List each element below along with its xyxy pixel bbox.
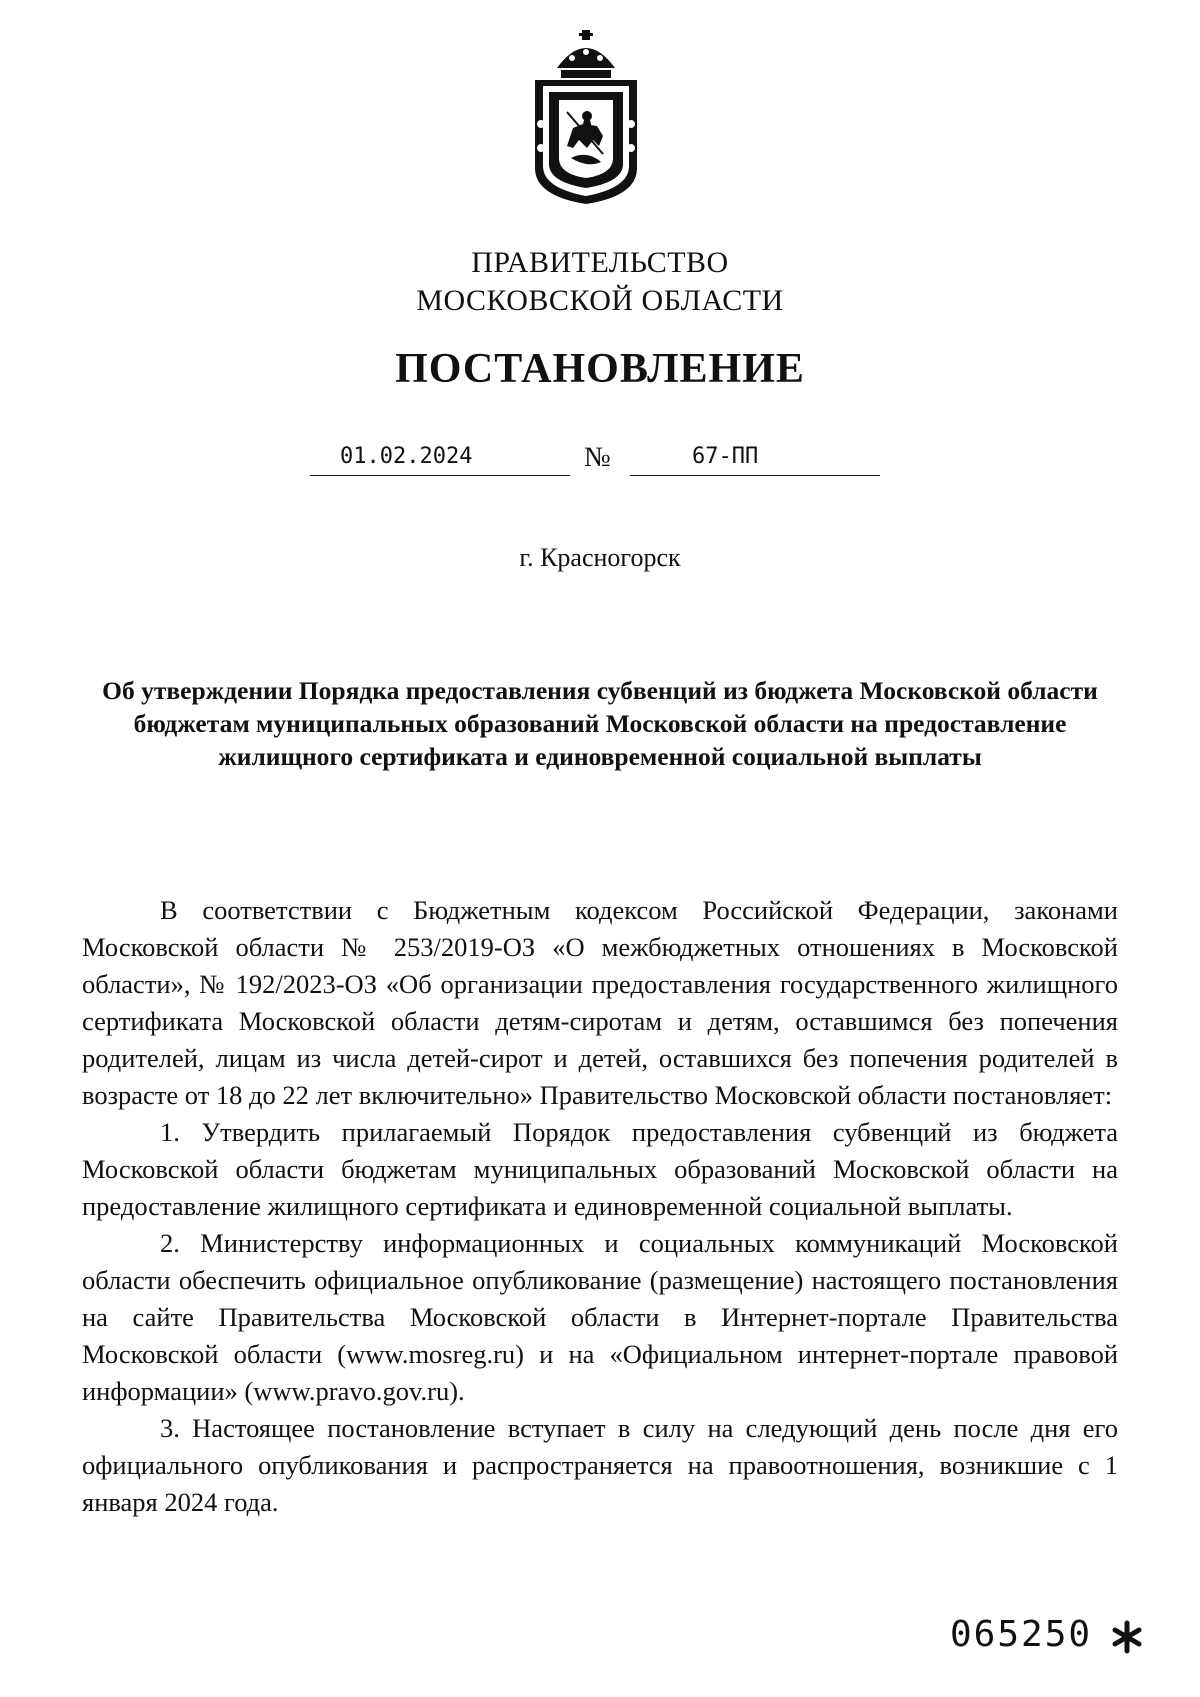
serial-number-stamp: 065250 xyxy=(950,1614,1093,1655)
government-name-line1: ПРАВИТЕЛЬСТВО xyxy=(471,246,729,279)
government-name-line2: МОСКОВСКОЙ ОБЛАСТИ xyxy=(416,284,784,317)
date-number-line xyxy=(0,444,1200,484)
body-item-2: 2. Министерству информационных и социальных коммуникаций Московской области обеспечить официальное опубликование (размещение) настоящего постановления на сайте Правительства Московской области в Интернет-портале Правительства Московской области (www.mosreg.ru) и на «Официальном интернет-портале правовой информации» (www.pravo.gov.ru). xyxy=(82,1228,1118,1406)
coat-of-arms-icon xyxy=(527,28,645,206)
document-heading: Об утверждении Порядка предоставления субвенций из бюджета Московской области бюджетам муниципальных образований Московской области на предоставление жилищного сертификата и единовременной социальной выплаты xyxy=(102,676,1098,771)
issue-city: г. Красногорск xyxy=(519,543,681,572)
document-date: 01.02.2024 xyxy=(310,444,570,476)
body-intro-paragraph: В соответствии с Бюджетным кодексом Российской Федерации, законами Московской области № 253/2019-ОЗ «О межбюджетных отношениях в Московской области», № 192/2023-ОЗ «Об организации предоставления государственного жилищного сертификата Московской области детям-сиротам и детям, оставшимся без попечения родителей, лицам из числа детей-сирот и детей, оставшихся без попечения родителей в возрасте от 18 до 22 лет включительно» Правительство Московской области постановляет: xyxy=(82,895,1118,1110)
document-type-title: ПОСТАНОВЛЕНИЕ xyxy=(395,346,805,392)
document-number: 67-ПП xyxy=(630,444,880,476)
document-body xyxy=(82,892,1118,1521)
body-item-1: 1. Утвердить прилагаемый Порядок предоставления субвенций из бюджета Московской области бюджетам муниципальных образований Московской области на предоставление жилищного сертификата и единовременной социальной выплаты. xyxy=(82,1117,1118,1221)
asterisk-star-icon xyxy=(1108,1618,1146,1656)
body-item-3: 3. Настоящее постановление вступает в силу на следующий день после дня его официального опубликования и распространяется на правоотношения, возникшие с 1 января 2024 года. xyxy=(82,1413,1118,1517)
number-sign: № xyxy=(584,442,611,473)
